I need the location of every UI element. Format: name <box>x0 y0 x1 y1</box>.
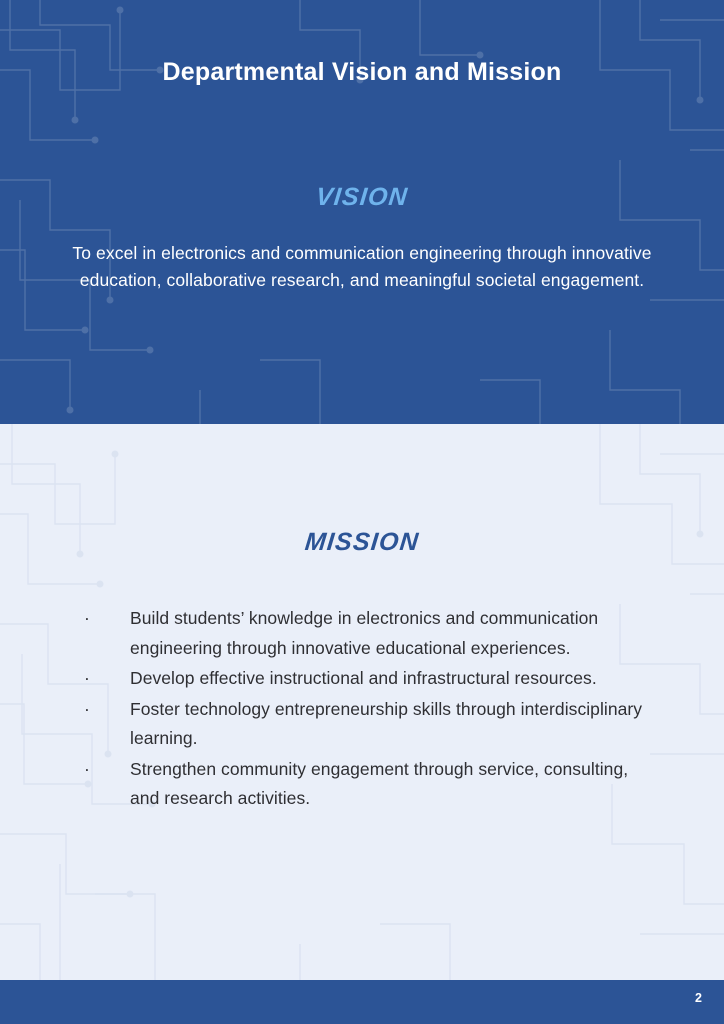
list-item <box>78 755 658 814</box>
bullet-icon: · <box>84 608 90 628</box>
list-item-text: Foster technology entrepreneurship skills through interdisciplinary learning. <box>130 698 643 748</box>
list-item <box>78 664 658 694</box>
bullet-icon: · <box>84 668 90 688</box>
vision-heading: VISION <box>314 183 410 211</box>
footer-bar <box>0 980 724 1024</box>
vision-panel <box>0 0 724 424</box>
list-item-text: Build students’ knowledge in electronics and communication engineering through innovative educational experiences. <box>130 608 599 658</box>
list-item-text: Develop effective instructional and infrastructural resources. <box>130 668 597 688</box>
mission-heading: MISSION <box>303 528 421 556</box>
page-title: Departmental Vision and Mission <box>162 58 562 86</box>
list-item <box>78 604 658 663</box>
bullet-icon: · <box>84 758 90 779</box>
list-item <box>78 695 658 754</box>
page-number: 2 <box>695 991 702 1005</box>
vision-text: To excel in electronics and communication engineering through innovative education, collaborative research, and meaningful societal engagement. <box>72 243 652 290</box>
bullet-icon: · <box>84 698 90 719</box>
list-item-text: Strengthen community engagement through service, consulting, and research activities. <box>130 758 629 808</box>
mission-panel <box>0 424 724 980</box>
mission-list <box>78 604 658 815</box>
